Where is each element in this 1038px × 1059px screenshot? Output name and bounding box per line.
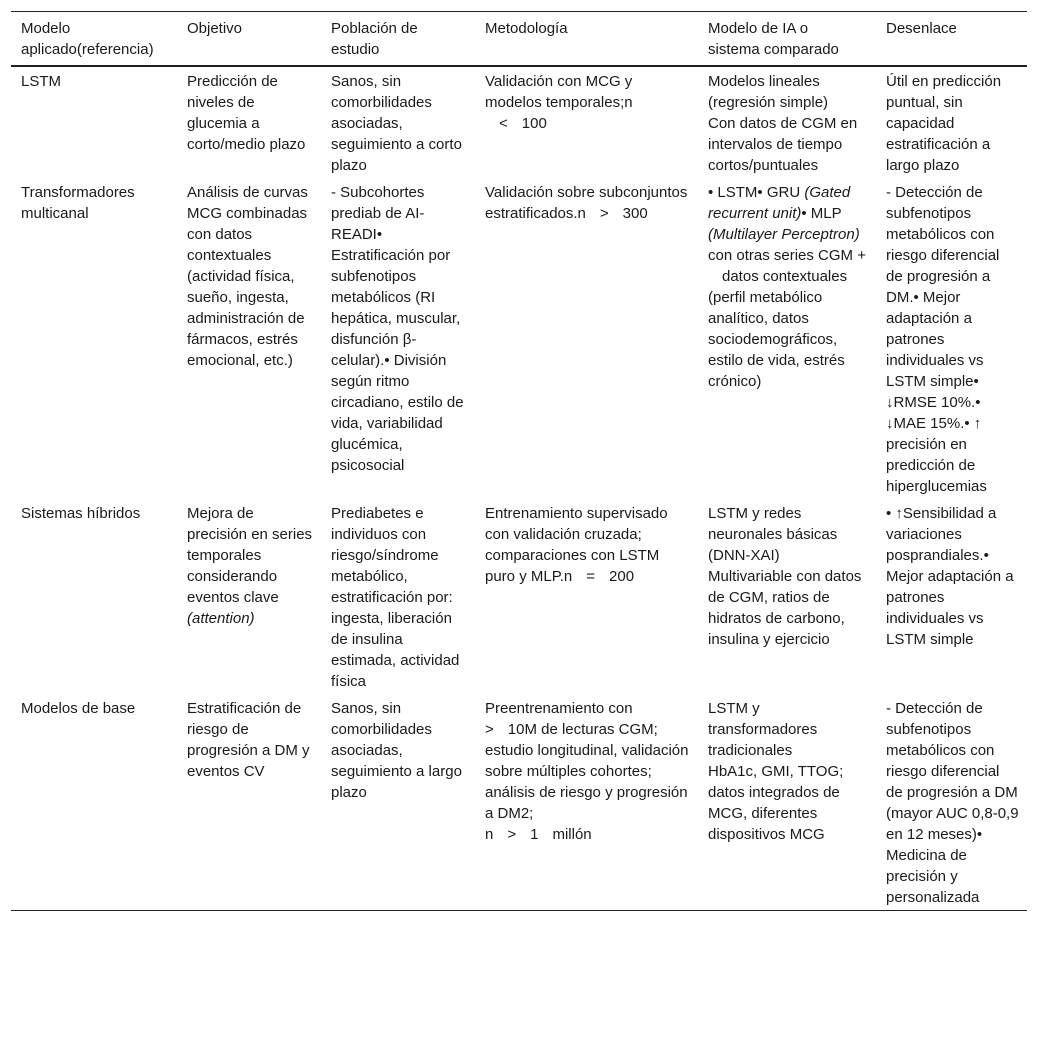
cell-poblacion: - Subcohortes prediab de AI-READI• Estratificación por subfenotipos metabólicos (RI hepática, muscular, disfunción β-celular).• División según ritmo circadiano, estilo de vida, variabilidad glucémica, psicosocial xyxy=(331,184,464,474)
cell-metodologia xyxy=(475,694,698,911)
cell-poblacion: Sanos, sin comorbilidades asociadas, seguimiento a corto plazo xyxy=(331,73,462,174)
header-metodologia: Metodología xyxy=(485,20,568,37)
comparado-datos: HbA1c, GMI, TTOG; datos integrados de MCG, diferentes dispositivos MCG xyxy=(708,763,844,843)
cell-desenlace: - Detección de subfenotipos metabólicos con riesgo diferencial de progresión a DM.• Mejor adaptación a patrones individuales vs LSTM simple• ↓RMSE 10%.• ↓MAE 15%.• ↑ precisión en predicción de hiperglucemias xyxy=(886,184,1000,495)
cell-desenlace: - Detección de subfenotipos metabólicos con riesgo diferencial de progresión a DM (mayor AUC 0,8-0,9 en 12 meses)• Medicina de precisión y personalizada xyxy=(886,700,1019,906)
table-row xyxy=(11,694,1027,911)
comparado-contextual: datos contextuales (perfil metabólico analítico, datos sociodemográficos, estilo de vida, estrés crónico) xyxy=(708,268,848,390)
header-modelo: Modelo aplicado(referencia) xyxy=(21,20,154,58)
table-row xyxy=(11,178,1027,499)
header-objetivo: Objetivo xyxy=(187,20,243,37)
n-operator: > xyxy=(599,205,609,222)
comparado-modelo: Modelos lineales (regresión simple) xyxy=(708,73,829,111)
metodologia-text: Preentrenamiento con xyxy=(485,700,633,717)
comparison-table-container xyxy=(11,11,1027,911)
cell-desenlace: • ↑Sensibilidad a variaciones posprandiales.• Mejor adaptación a patrones individuales vs LSTM simple xyxy=(886,505,1014,648)
cell-modelo-ia xyxy=(698,178,876,499)
metodologia-text: Validación con MCG y modelos temporales;n xyxy=(485,73,633,111)
table-header-row xyxy=(11,12,1027,67)
n-operator: < xyxy=(499,115,508,132)
cell-modelo-ia xyxy=(698,66,876,178)
comparado-gru-full: (Gated recurrent unit) xyxy=(708,184,851,222)
cell-desenlace: Útil en predicción puntual, sin capacidad estratificación a largo plazo xyxy=(886,73,1002,174)
comparado-datos: Con datos de CGM en intervalos de tiempo cortos/puntuales xyxy=(708,115,858,174)
comparado-datos: Multivariable con datos de CGM, ratios de hidratos de carbono, insulina y ejercicio xyxy=(708,568,862,648)
table-row xyxy=(11,66,1027,178)
n-operator: = xyxy=(586,568,596,585)
cell-objetivo: Estratificación de riesgo de progresión a DM y eventos CV xyxy=(187,700,310,780)
comparison-table xyxy=(11,11,1027,911)
table-row xyxy=(11,499,1027,694)
comparado-modelo: LSTM y transformadores tradicionales xyxy=(708,700,818,759)
n-operator-1: > xyxy=(485,721,494,738)
metodologia-text-2: 10M de lecturas CGM; estudio longitudinal, validación sobre múltiples cohortes; análisis de riesgo y progresión a DM2; xyxy=(485,721,689,822)
n-prefix: n xyxy=(485,826,494,843)
n-value: 100 xyxy=(521,115,547,132)
cell-objetivo: Predicción de niveles de glucemia a corto/medio plazo xyxy=(187,73,306,153)
metodologia-text: Validación sobre subconjuntos estratificados.n xyxy=(485,184,688,222)
cell-modelo: LSTM xyxy=(21,73,62,90)
cell-modelo-ia xyxy=(698,499,876,694)
comparado-modelo: LSTM y redes neuronales básicas (DNN-XAI) xyxy=(708,505,838,564)
cell-metodologia xyxy=(475,178,698,499)
comparado-lstm-gru: • LSTM• GRU xyxy=(708,184,805,201)
metodologia-text: Entrenamiento supervisado con validación cruzada; comparaciones con LSTM puro y MLP.n xyxy=(485,505,668,585)
n-operator: > xyxy=(507,826,517,843)
cell-objetivo xyxy=(177,499,321,694)
n-value: 1 xyxy=(530,826,539,843)
cell-modelo: Sistemas híbridos xyxy=(21,505,141,522)
cell-modelo-ia xyxy=(698,694,876,911)
objetivo-attention: (attention) xyxy=(187,610,255,627)
comparado-mlp: • MLP xyxy=(801,205,842,222)
n-unit: millón xyxy=(552,826,592,843)
cell-modelo: Transformadores multicanal xyxy=(21,184,135,222)
comparado-mlp-full: (Multilayer Perceptron) xyxy=(708,226,860,243)
objetivo-text: Mejora de precisión en series temporales considerando eventos clave xyxy=(187,505,313,606)
header-poblacion: Población de estudio xyxy=(331,20,418,58)
cell-modelo: Modelos de base xyxy=(21,700,136,717)
cell-metodologia xyxy=(475,499,698,694)
cell-metodologia xyxy=(475,66,698,178)
cell-poblacion: Sanos, sin comorbilidades asociadas, seguimiento a largo plazo xyxy=(331,700,462,801)
header-modelo-ia: Modelo de IA o sistema comparado xyxy=(708,20,839,58)
n-value: 200 xyxy=(609,568,635,585)
comparado-series: con otras series CGM + xyxy=(708,247,866,264)
n-value: 300 xyxy=(622,205,648,222)
header-desenlace: Desenlace xyxy=(886,20,957,37)
cell-objetivo: Análisis de curvas MCG combinadas con datos contextuales (actividad física, sueño, ingesta, administración de fármacos, estrés emocional, etc.) xyxy=(187,184,308,369)
cell-poblacion: Prediabetes e individuos con riesgo/síndrome metabólico, estratificación por: ingesta, liberación de insulina estimada, actividad física xyxy=(331,505,460,690)
